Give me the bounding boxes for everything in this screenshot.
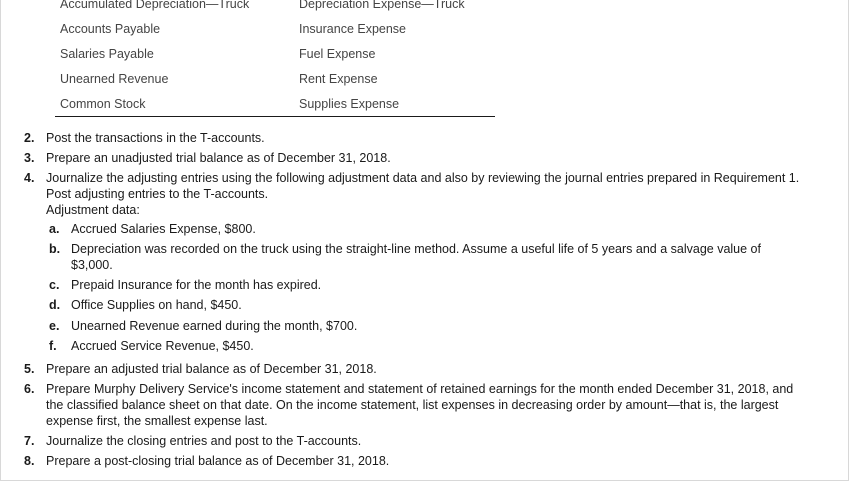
requirement-text: Journalize the closing entries and post to the T-accounts. — [46, 434, 362, 448]
table-row — [55, 66, 495, 91]
requirement-number: 4. — [24, 171, 35, 185]
adjustment-letter: d. — [49, 298, 61, 312]
account-name: Salaries Payable — [60, 47, 154, 61]
requirement-text: Post the transactions in the T-accounts. — [46, 131, 265, 145]
account-name: Fuel Expense — [299, 47, 376, 61]
requirement-number: 7. — [24, 434, 35, 448]
text-line: Post adjusting entries to the T-accounts. — [46, 187, 269, 201]
adjustment-letter: f. — [49, 339, 57, 353]
adjustment-text: Office Supplies on hand, $450. — [71, 298, 242, 312]
adjustment-text: Accrued Service Revenue, $450. — [71, 339, 254, 353]
account-name: Insurance Expense — [299, 22, 407, 36]
adjustment-letter: b. — [49, 242, 61, 256]
table-row — [55, 41, 495, 66]
requirement-number: 8. — [24, 454, 35, 468]
account-name: Accumulated Depreciation—Truck — [60, 0, 250, 11]
requirement-number: 5. — [24, 362, 35, 376]
account-name: Accounts Payable — [60, 22, 161, 36]
requirement-text: Prepare a post-closing trial balance as of December 31, 2018. — [46, 454, 390, 468]
requirement-number: 6. — [24, 382, 35, 396]
table-row — [55, 0, 495, 16]
account-name: Depreciation Expense—Truck — [299, 0, 465, 11]
text-line: the classified balance sheet on that date. On the income statement, list expenses in decreasing order by amount—that is, the largest — [46, 398, 779, 412]
adjustment-text: Prepaid Insurance for the month has expired. — [71, 278, 322, 292]
requirement-number: 3. — [24, 151, 35, 165]
adjustment-letter: c. — [49, 278, 60, 292]
adjustment-letter: a. — [49, 222, 60, 236]
adjustment-text: Accrued Salaries Expense, $800. — [71, 222, 256, 236]
text-line: Prepare Murphy Delivery Service's income statement and statement of retained earnings for the month ended December 31, 2018, and — [46, 382, 794, 396]
account-name: Common Stock — [60, 97, 146, 111]
requirement-number: 2. — [24, 131, 35, 145]
account-name: Supplies Expense — [299, 97, 400, 111]
adjustment-letter: e. — [49, 319, 60, 333]
account-name: Rent Expense — [299, 72, 378, 86]
accounts-table — [55, 0, 495, 117]
text-line: Depreciation was recorded on the truck using the straight-line method. Assume a useful life of 5 years and a salvage value of — [71, 242, 761, 256]
table-row — [55, 91, 495, 117]
requirement-text — [46, 381, 840, 429]
requirement-text — [46, 170, 840, 218]
account-name: Unearned Revenue — [60, 72, 169, 86]
requirement-text: Prepare an adjusted trial balance as of December 31, 2018. — [46, 362, 377, 376]
table-row — [55, 16, 495, 41]
text-line: $3,000. — [71, 258, 113, 272]
adjustment-data-heading: Adjustment data: — [46, 203, 140, 217]
text-line: Journalize the adjusting entries using the following adjustment data and also by reviewing the journal entries prepared in Requirement 1. — [46, 171, 800, 185]
adjustment-text: Unearned Revenue earned during the month, $700. — [71, 319, 358, 333]
adjustment-text — [71, 241, 840, 273]
text-line: expense first, the smallest expense last. — [46, 414, 268, 428]
requirement-text: Prepare an unadjusted trial balance as of December 31, 2018. — [46, 151, 391, 165]
